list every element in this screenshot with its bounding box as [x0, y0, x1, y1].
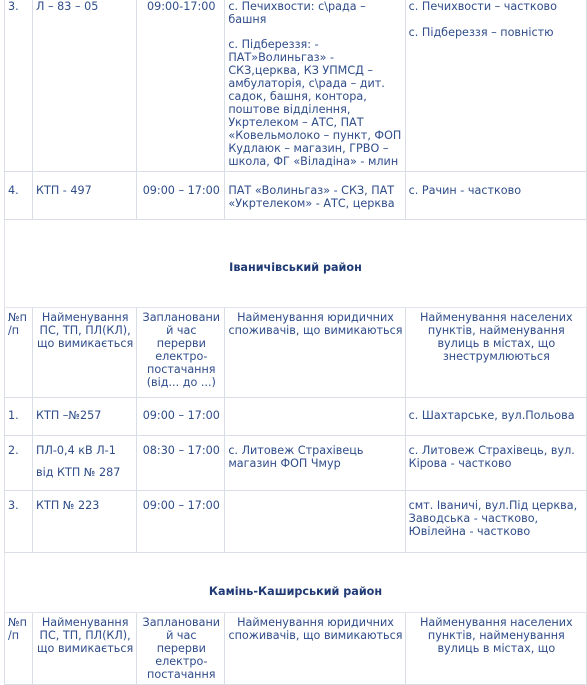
- row-number: 3.: [5, 0, 33, 172]
- column-header-number: №п/п: [5, 308, 33, 398]
- settlements-text: с. Підбереззя – повністю: [408, 26, 554, 39]
- consumers-text: ПАТ «Волиньгаз» - СКЗ, ПАТ «Укртелеком» - АТС, церква: [225, 172, 405, 220]
- column-header-consumers: Найменування юридичних споживачів, що вимикаються: [225, 308, 405, 398]
- column-header-time: Запланований час перерви електро-постачання: [137, 613, 225, 685]
- district-title: Іваничівський район: [5, 220, 587, 308]
- table-row: [5, 436, 587, 491]
- consumers-text: с. Підбереззя: - ПАТ»Волиньгаз» - СКЗ,церква, КЗ УПМСД – амбулаторія, с\рада – дит. садок, башня, контора, поштове відділення, Укртелеком – АТС, ПАТ «Ковельмолоко – пункт, ФОП Кудлаюк – магазин, ГРВО – школа, ФГ «Віладіна» - млин: [228, 38, 402, 168]
- table-row: [5, 491, 587, 553]
- outage-time: 09:00 – 17:00: [137, 172, 225, 220]
- outage-time: 09:00 – 17:00: [137, 491, 225, 553]
- object-name: ПЛ-0,4 кВ Л-1: [36, 444, 116, 457]
- column-header-settlements: Найменування населених пунктів, найменування вулиць в містах, що знеструмлюються: [405, 308, 586, 398]
- table-row: [5, 172, 587, 220]
- row-number: 4.: [5, 172, 33, 220]
- column-header-time: Запланований час перерви електро-постачання (від... до ...): [137, 308, 225, 398]
- outage-time: 08:30 – 17:00: [137, 436, 225, 491]
- row-number: 3.: [5, 491, 33, 553]
- section-row: [5, 553, 587, 613]
- table-row: [5, 0, 587, 172]
- settlements-text: смт. Іваничі, вул.Під церква, Заводська - частково, Ювілейна - частково: [405, 491, 586, 553]
- section-row: [5, 220, 587, 308]
- table-row: [5, 398, 587, 436]
- consumers-text: с. Печихвости: с\рада – башня: [228, 0, 366, 26]
- settlements-cell: [405, 0, 586, 172]
- column-header-consumers: Найменування юридичних споживачів, що вимикаються: [225, 613, 405, 685]
- settlements-text: с. Литовеж Страхівець, вул. Кірова - частково: [405, 436, 586, 491]
- object-name: КТП –№257: [33, 398, 137, 436]
- table-header-row: [5, 613, 587, 685]
- object-name: від КТП № 287: [36, 466, 121, 479]
- object-name: КТП - 497: [33, 172, 137, 220]
- consumers-text: [225, 398, 405, 436]
- column-header-object: Найменування ПС, ТП, ПЛ(КЛ), що вимикається: [33, 613, 137, 685]
- consumers-text: с. Литовеж Страхівець магазин ФОП Чмур: [225, 436, 405, 491]
- consumers-cell: [225, 0, 405, 172]
- column-header-number: №п/п: [5, 613, 33, 685]
- row-number: 2.: [5, 436, 33, 491]
- table-header-row: [5, 308, 587, 398]
- object-name: КТП № 223: [33, 491, 137, 553]
- outage-schedule-table: [4, 0, 587, 685]
- settlements-text: с. Шахтарське, вул.Польова: [405, 398, 586, 436]
- column-header-object: Найменування ПС, ТП, ПЛ(КЛ), що вимикається: [33, 308, 137, 398]
- consumers-text: [225, 491, 405, 553]
- settlements-text: с. Печихвости – частково: [408, 0, 557, 13]
- row-number: 1.: [5, 398, 33, 436]
- settlements-text: с. Рачин - частково: [405, 172, 586, 220]
- district-title: Камінь-Каширський район: [5, 553, 587, 613]
- object-name-cell: [33, 436, 137, 491]
- outage-time: 09:00 – 17:00: [137, 398, 225, 436]
- object-name: Л – 83 – 05: [33, 0, 137, 172]
- column-header-settlements: Найменування населених пунктів, найменування вулиць в містах, що: [405, 613, 586, 685]
- outage-time: 09:00-17:00: [137, 0, 225, 172]
